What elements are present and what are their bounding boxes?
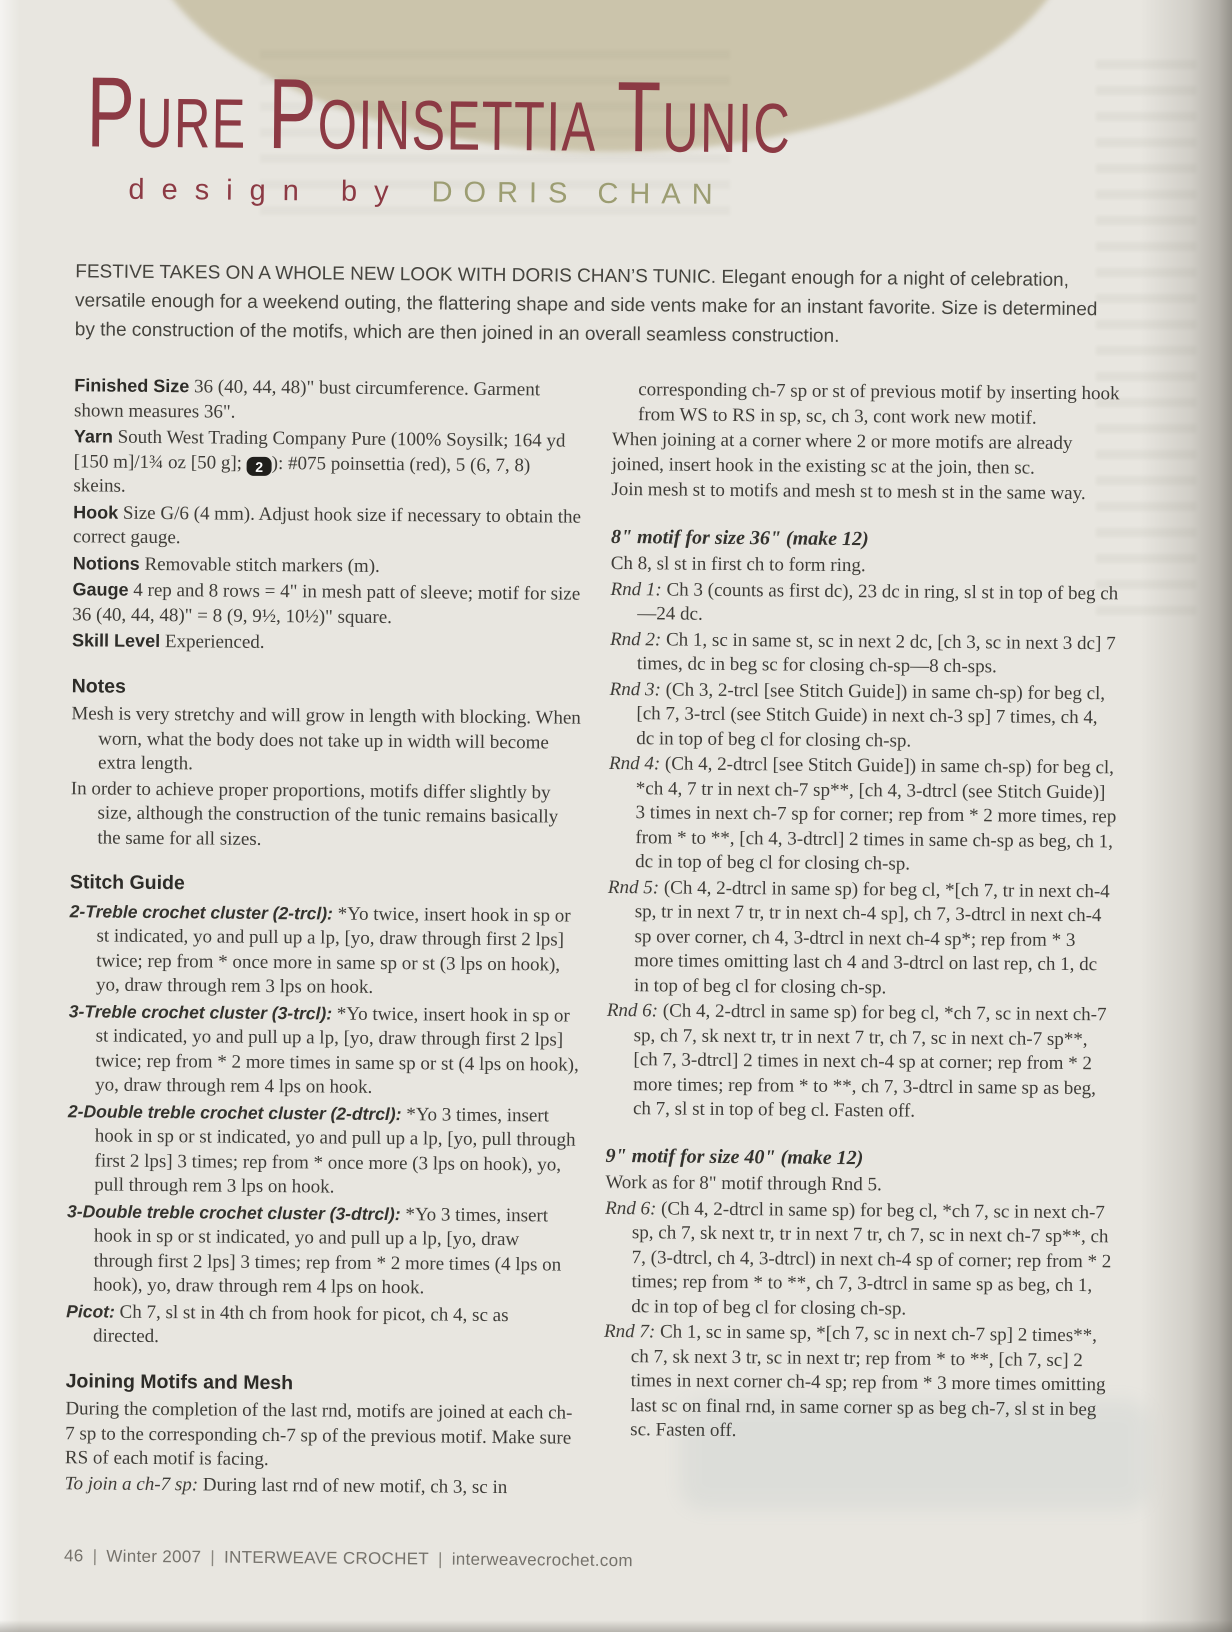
scan-left-edge-light: [0, 0, 20, 1632]
intro-rest: Elegant enough for a night of celebration, versatile enough for a weekend outing, the flattering shape and side vents make for an instant favorite. Size is determined by the construction of the motifs, which are then joined in an overall seamless construction.: [74, 266, 1098, 347]
joining-howto: To join a ch-7 sp: During last rnd of new motif, ch 3, sc in: [64, 1472, 508, 1498]
intro-paragraph: [75, 257, 1122, 353]
continuation-paragraph: When joining at a corner where 2 or more motifs are already joined, insert hook in the existing sc at the join, then sc.: [611, 428, 1073, 479]
continuation-paragraph: Join mesh st to motifs and mesh st to mesh st in the same way.: [611, 478, 1086, 505]
stitch-guide-heading: Stitch Guide: [69, 871, 185, 895]
yarn-weight-icon: 2: [247, 457, 272, 476]
footer-separator: |: [437, 1549, 443, 1569]
motif8-round: Rnd 3: (Ch 3, 2-trcl [see Stitch Guide]) in same ch-sp) for beg cl, [ch 7, 3-trcl (see Stitch Guide) in next ch-3 sp] 7 times, ch 4, dc in top of beg cl for closing ch-sp.: [609, 678, 1106, 752]
stitch-guide-entry: Picot: Ch 7, sl st in 4th ch from hook for picot, ch 4, sc as directed.: [66, 1300, 509, 1348]
joining-paragraph: During the completion of the last rnd, motifs are joined at each ch-7 sp to the corresponding ch-7 sp of the previous motif. Make sure RS of each motif is facing.: [64, 1398, 573, 1471]
scan-bottom-edge-shadow: [0, 1620, 1232, 1632]
footer-separator: |: [210, 1547, 216, 1567]
scan-right-edge-shadow: [1140, 0, 1232, 1632]
spec-yarn: Yarn South West Trading Company Pure (100% Soysilk; 164 yd [150 m]/1¾ oz [50 g]; 2 ): #075 poinsettia (red), 5 (6, 7, 8) skeins.: [73, 426, 566, 497]
byline-prefix: design by: [128, 173, 406, 209]
stitch-guide-entry: 3-Double treble crochet cluster (3-dtrcl): *Yo 3 times, insert hook in sp or st indicated, yo and pull up a lp, [yo, draw through first 2 lps] 3 times; rep from * 2 more times (4 lps on hook), yo, draw through rem 4 lps on hook.: [67, 1200, 562, 1299]
article-header: [86, 56, 792, 212]
stitch-guide-entry: 3-Treble crochet cluster (3-trcl): *Yo twice, insert hook in sp or st indicated, yo and pull up a lp, [yo, draw through first 2 lps] twice; rep from * 2 more times in same sp or st (4 lps on hook), yo, draw through rem 4 lps on hook.: [68, 1000, 579, 1099]
motif8-round: Rnd 5: (Ch 4, 2-dtrcl in same sp) for beg cl, *[ch 7, tr in next ch-4 sp, tr in next 7 tr, tr in next ch-4 sp], ch 7, 3-dtrcl in next ch-4 sp over corner, ch 4, 3-dtrcl in next ch-4 sp*; rep from * 3 more times omitting last ch 4 and 3-dtrcl on last rep, ch 1, dc in top of beg cl for closing ch-sp.: [607, 876, 1110, 998]
motif8-round: Rnd 2: Ch 1, sc in same st, sc in next 2 dc, [ch 3, sc in next 3 dc] 7 times, dc in beg sc for closing ch-sp—8 ch-sps.: [610, 628, 1116, 678]
motif8-round: Rnd 6: (Ch 4, 2-dtrcl in same sp) for beg cl, *ch 7, sc in next ch-7 sp, ch 7, sk next tr, tr in next 7 tr, ch 7, sc in next ch-7 sp**, [ch 7, 3-dtrcl] 2 times in next ch-4 sp at corner; rep from * 2 more times; rep from * to **, ch 7, 3-dtrcl in same sp as beg, ch 7, sl st in top of beg cl. Fasten off.: [606, 999, 1107, 1122]
left-column: [65, 373, 587, 1502]
magazine-name: INTERWEAVE CROCHET: [223, 1547, 430, 1569]
motif8-heading: 8" motif for size 36" (make 12): [610, 525, 869, 550]
notes-heading: Notes: [71, 675, 126, 698]
spec-gauge: Gauge 4 rep and 8 rows = 4" in mesh patt of sleeve; motif for size 36 (40, 44, 48)" = 8 (9, 9½, 10½)" square.: [72, 579, 581, 628]
motif9-round: Rnd 7: Ch 1, sc in same sp, *[ch 7, sc in next ch-7 sp] 2 times**, ch 7, sk next 3 tr, sc in next tr; rep from * to **, [ch 7, sc] 2 times in next corner ch-4 sp; rep from * 3 more times omitting last sc on final rnd, in same corner sp as beg ch-7, sl st in beg sc. Fasten off.: [603, 1320, 1106, 1442]
motif9-heading: 9" motif for size 40" (make 12): [605, 1144, 864, 1169]
stitch-guide-entry: 2-Double treble crochet cluster (2-dtrcl): *Yo 3 times, insert hook in sp or st indicated, yo and pull up a lp, [yo, pull through first 2 lps] 3 times; rep from * once more (3 lps on hook), yo, pull through rem 3 lps on hook.: [67, 1100, 576, 1198]
issue-name: Winter 2007: [106, 1546, 202, 1567]
page-footer: [64, 1546, 633, 1571]
page-number: 46: [64, 1546, 84, 1566]
page-title: Pure Poinsettia Tunic: [86, 56, 792, 175]
designer-name: DORIS CHAN: [431, 176, 724, 211]
footer-separator: |: [92, 1546, 98, 1566]
intro-lead: FESTIVE TAKES ON A WHOLE NEW LOOK WITH DORIS CHAN’S TUNIC.: [75, 261, 717, 288]
motif8-intro: Ch 8, sl st in first ch to form ring.: [610, 552, 866, 577]
spec-skill-level: Skill Level Experienced.: [71, 630, 265, 654]
motif9-round: Rnd 6: (Ch 4, 2-dtrcl in same sp) for beg cl, *ch 7, sc in next ch-7 sp, ch 7, sk next tr, tr in next 7 tr, ch 7, sc in next ch-7 sp**, ch 7, (3-dtrcl, ch 4, 3-dtrcl) in next ch-4 sp of corner; rep from * 2 times; rep from * to **, ch 7, 3-dtrcl in same sp as beg, ch 1, dc in top of beg cl for closing ch-sp.: [605, 1197, 1112, 1320]
byline: [86, 173, 766, 212]
spec-finished-size: Finished Size 36 (40, 44, 48)" bust circumference. Garment shown measures 36".: [74, 375, 541, 423]
motif8-round: Rnd 1: Ch 3 (counts as first dc), 23 dc in ring, sl st in top of beg ch—24 dc.: [610, 578, 1119, 625]
stitch-guide-entry: 2-Treble crochet cluster (2-trcl): *Yo twice, insert hook in sp or st indicated, yo and pull up a lp, [yo, draw through first 2 lps] twice; rep from * once more in same sp or st (3 lps on hook), yo, draw through rem 3 lps on hook.: [69, 900, 571, 999]
notes-paragraph: Mesh is very stretchy and will grow in length with blocking. When worn, what the body does not take up in width will become extra length.: [71, 703, 581, 775]
motif8-round: Rnd 4: (Ch 4, 2-dtrcl [see Stitch Guide]) in same ch-sp) for beg cl, *ch 4, 7 tr in next ch-7 sp**, [ch 4, 3-dtrcl (see Stitch Guide)] 3 times in next ch-7 sp for corner; rep from * 2 more times, rep from * to **, [ch 4, 3-dtrcl] 2 times in same ch-sp as beg, ch 1, dc in top of beg cl for closing ch-sp.: [608, 752, 1117, 875]
continuation-paragraph: corresponding ch-7 sp or st of previous motif by inserting hook from WS to RS in sp, sc, ch 3, cont work new motif.: [637, 379, 1120, 429]
notes-paragraph: In order to achieve proper proportions, motifs differ slightly by size, although the construction of the tunic remains basically the same for all sizes.: [70, 777, 559, 850]
joining-heading: Joining Motifs and Mesh: [65, 1369, 294, 1394]
spec-notions: Notions Removable stitch markers (m).: [72, 553, 380, 577]
motif9-intro: Work as for 8" motif through Rnd 5.: [605, 1171, 882, 1196]
spec-hook: Hook Size G/6 (4 mm). Adjust hook size if necessary to obtain the correct gauge.: [72, 502, 582, 549]
body-columns: [65, 373, 1121, 1506]
website-url: interweavecrochet.com: [451, 1549, 633, 1571]
right-column: [603, 378, 1121, 1507]
